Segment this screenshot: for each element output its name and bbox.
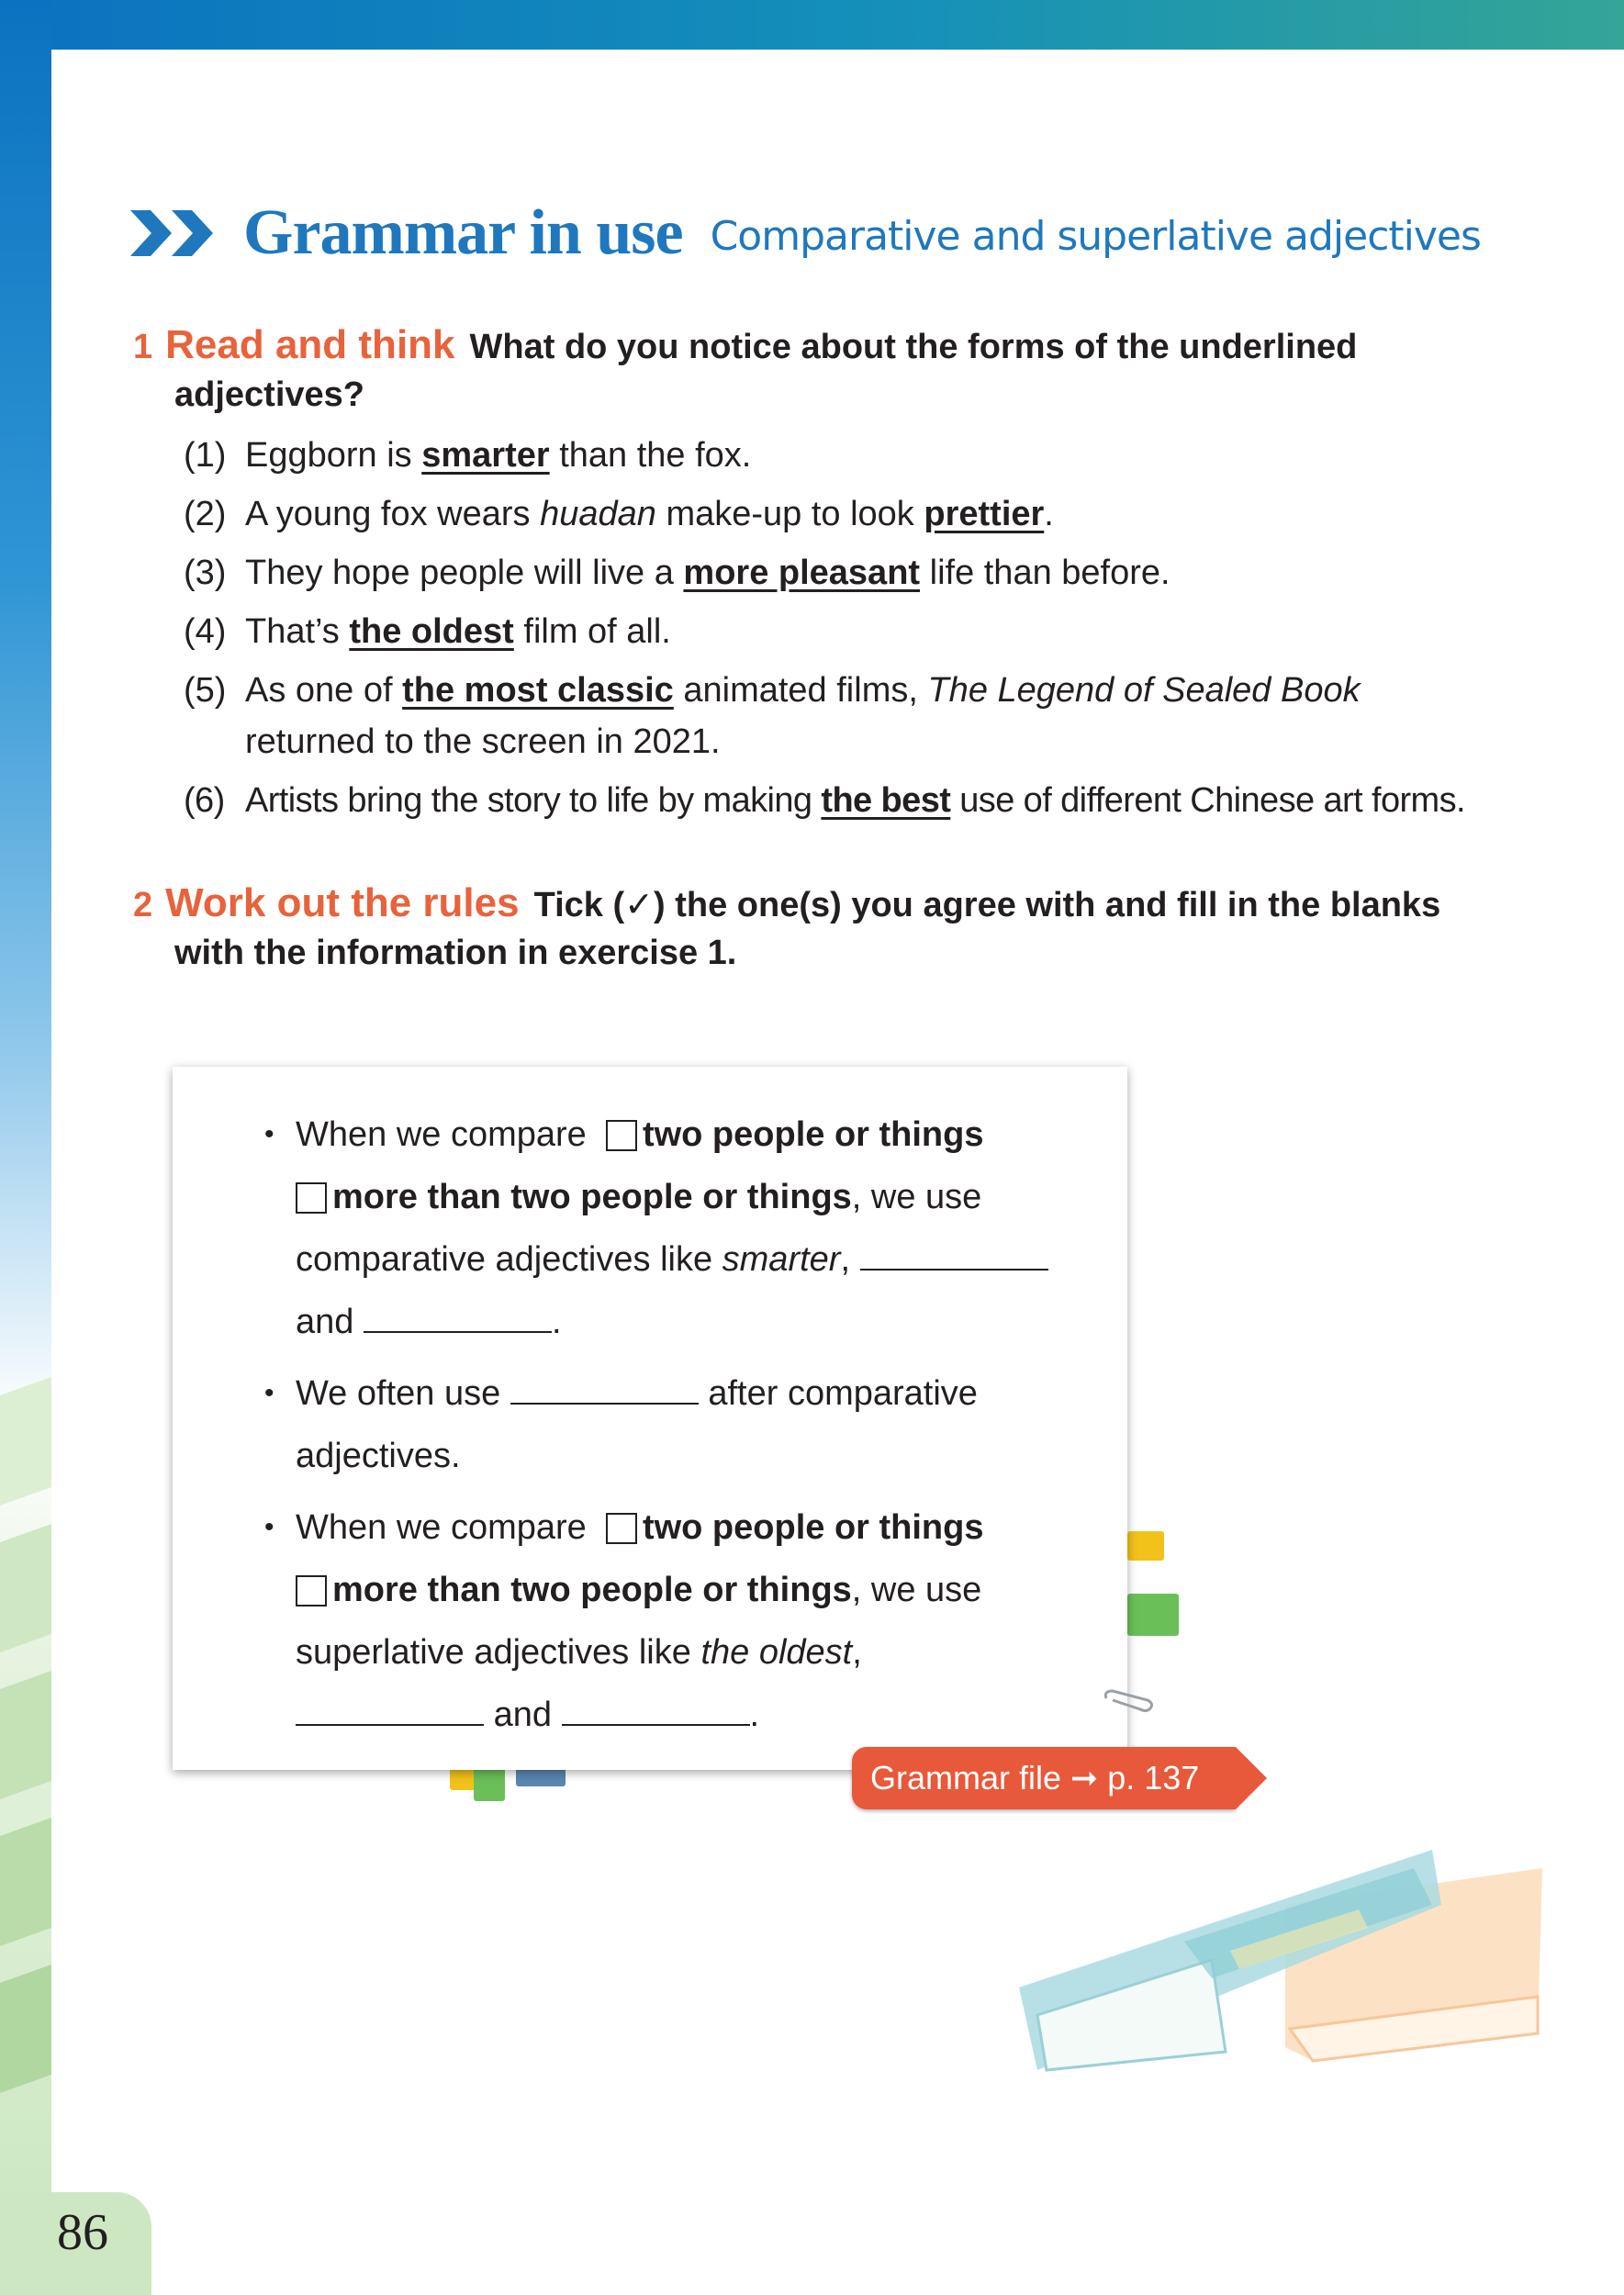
- example-sentence-list: [184, 430, 1496, 834]
- rule-comparative: • When we compare two people or things more than two people or things, we use comparative adjectives like smarter, and .: [264, 1103, 1072, 1353]
- rule-text: superlative adjectives like: [296, 1633, 701, 1672]
- grammar-file-link[interactable]: Grammar file ➞ p. 137: [852, 1747, 1236, 1809]
- underlined-adjective: smarter: [421, 436, 550, 475]
- option-label: two people or things: [642, 1508, 984, 1547]
- item-text: film of all.: [513, 612, 671, 651]
- list-item: [184, 430, 1496, 481]
- fill-blank[interactable]: [364, 1304, 552, 1333]
- left-stripes-decoration: [0, 1359, 55, 2185]
- italic-term: huadan: [540, 495, 656, 533]
- rule-text: comparative adjectives like: [296, 1240, 722, 1279]
- exercise-instruction-cont: adjectives?: [174, 375, 364, 414]
- paperclip-icon: [1102, 1687, 1157, 1715]
- rule-text: ,: [840, 1240, 851, 1279]
- film-title: The Legend of Sealed Book: [927, 671, 1361, 710]
- exercise-2-heading: [133, 879, 1464, 977]
- exercise-label: Work out the rules: [165, 880, 520, 925]
- underlined-adjective: the best: [821, 781, 951, 820]
- underlined-adjective: more pleasant: [683, 554, 921, 592]
- rule-text: When we compare: [296, 1115, 587, 1154]
- double-chevron-icon: [130, 206, 218, 261]
- rule-text: , we use: [851, 1571, 982, 1609]
- list-item: [184, 606, 1496, 657]
- rule-text: .: [749, 1696, 760, 1734]
- rule-text: after comparative: [708, 1374, 978, 1413]
- item-text: That’s: [245, 612, 350, 651]
- item-number: (2): [184, 495, 227, 533]
- underlined-adjective: the most classic: [402, 671, 674, 710]
- section-title: Grammar in use: [243, 197, 683, 268]
- rules-card: [173, 1067, 1127, 1770]
- list-item: [184, 488, 1496, 540]
- rule-text: and: [296, 1303, 354, 1341]
- exercise-number: 2: [133, 886, 153, 924]
- checkbox[interactable]: [606, 1120, 637, 1151]
- item-text: Eggborn is: [245, 436, 422, 475]
- section-heading: [130, 196, 1481, 270]
- rule-superlative: • When we compare two people or things more than two people or things, we use superlative adjectives like the oldest, and .: [264, 1508, 984, 1734]
- page-number: 86: [57, 2204, 108, 2261]
- sticky-tab-yellow: [1127, 1531, 1164, 1561]
- checkbox[interactable]: [606, 1513, 637, 1544]
- item-number: (5): [184, 671, 227, 710]
- item-number: (1): [184, 436, 227, 475]
- fill-blank[interactable]: [510, 1375, 699, 1405]
- section-subtitle: Comparative and superlative adjectives: [710, 212, 1481, 260]
- item-text: Artists bring the story to life by making: [245, 781, 822, 820]
- example-word: the oldest: [700, 1633, 853, 1672]
- list-item: [184, 775, 1496, 826]
- item-number: (6): [184, 781, 225, 820]
- item-text: animated films,: [673, 671, 928, 710]
- option-label: more than two people or things: [332, 1571, 852, 1609]
- rule-text: , we use: [851, 1178, 982, 1216]
- rule-text: We often use: [296, 1374, 501, 1413]
- item-text: As one of: [245, 671, 403, 710]
- exercise-instruction: Tick (✓) the one(s) you agree with and fill in the blanks: [533, 886, 1441, 924]
- item-text: life than before.: [920, 554, 1170, 592]
- underlined-adjective: the oldest: [349, 612, 514, 651]
- underlined-adjective: prettier: [924, 495, 1045, 533]
- fill-blank[interactable]: [562, 1696, 750, 1726]
- rule-than: • We often use after comparative adjectives.: [264, 1374, 978, 1475]
- item-text: They hope people will live a: [245, 554, 684, 592]
- list-item: [184, 665, 1496, 767]
- option-label: more than two people or things: [332, 1178, 852, 1216]
- exercise-instruction-cont: with the information in exercise 1.: [174, 934, 737, 972]
- list-item: [184, 547, 1496, 599]
- exercise-1-heading: [133, 321, 1464, 419]
- rule-text: ,: [852, 1633, 862, 1672]
- item-text: .: [1044, 495, 1054, 533]
- fill-blank[interactable]: [860, 1241, 1048, 1271]
- example-word: smarter: [722, 1240, 841, 1279]
- top-banner: [0, 0, 1624, 50]
- sticky-tab-green: [1127, 1594, 1179, 1636]
- fill-blank[interactable]: [296, 1696, 484, 1726]
- rule-text: and: [493, 1696, 552, 1734]
- item-text: than the fox.: [549, 436, 752, 475]
- option-label: two people or things: [642, 1115, 984, 1154]
- checkbox[interactable]: [296, 1575, 327, 1606]
- item-text: A young fox wears: [245, 495, 541, 533]
- exercise-number: 1: [133, 328, 153, 366]
- item-text: make-up to look: [655, 495, 924, 533]
- item-text: use of different Chinese art forms.: [950, 781, 1465, 820]
- item-number: (4): [184, 612, 227, 651]
- rule-text: When we compare: [296, 1508, 587, 1547]
- checkbox[interactable]: [296, 1182, 327, 1214]
- item-text: returned to the screen in 2021.: [245, 722, 721, 761]
- rule-text: .: [551, 1303, 562, 1341]
- exercise-instruction: What do you notice about the forms of the underlined: [469, 328, 1358, 366]
- books-illustration: [1010, 1841, 1561, 2098]
- item-number: (3): [184, 554, 227, 592]
- rule-text: adjectives.: [296, 1437, 461, 1475]
- exercise-label: Read and think: [165, 322, 455, 367]
